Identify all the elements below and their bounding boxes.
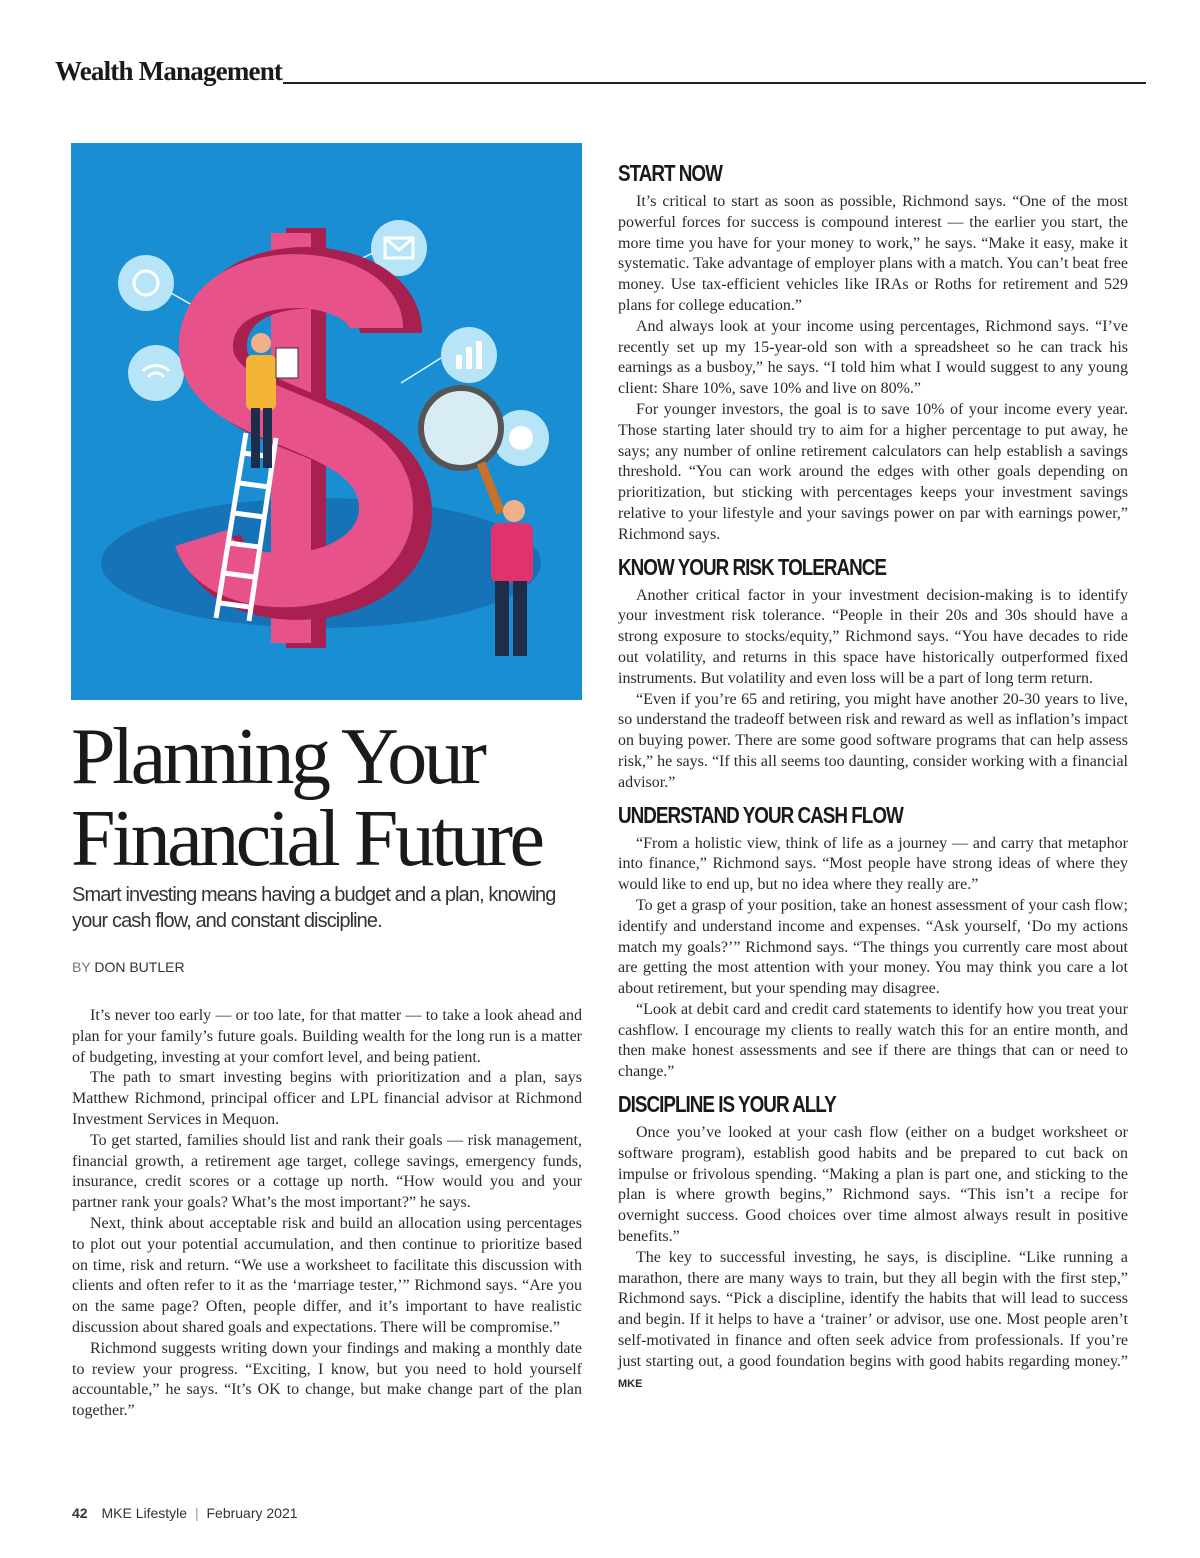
- body-paragraph: For younger investors, the goal is to save 10% of your income every year. Those starting later should try to aim for a higher percentage to put away, he says; any number of online retirement calculators can help establish a savings threshold. “You can work around the edges with other goals depending on prioritization, but sticking with percentages keeps your investment savings relative to your lifestyle and your savings power on par with earnings power,” Richmond says.: [618, 400, 1128, 543]
- intro-paragraph: The path to smart investing begins with prioritization and a plan, says Matthew Richmond, principal officer and LPL financial advisor at Richmond Investment Services in Mequon.: [72, 1069, 582, 1128]
- subheading-risk-tolerance: KNOW YOUR RISK TOLERANCE: [618, 553, 887, 580]
- title-line-1: Planning Your: [71, 713, 484, 801]
- intro-paragraph: Next, think about acceptable risk and build an allocation using percentages to plot out your potential accumulation, and then continue to prioritize based on time, risk and return. “We use a worksheet to facilitate this discussion with clients and often refer to it as the ‘marriage tester,’” Richmond says. “Are you on the same page? Often, people differ, and it’s important to have realistic discussion about shared goals and expectations. There will be compromise.”: [72, 1214, 582, 1336]
- subheading-start-now: START NOW: [618, 160, 722, 186]
- dollar-illustration: [71, 143, 582, 700]
- body-paragraph: “Even if you’re 65 and retiring, you might have another 20-30 years to live, so understand the tradeoff between risk and reward as well as inflation’s impact on buying power. There are some good software programs that can help assess risk,” he says. “If this all seems too daunting, consider working with a financial advisor.”: [618, 690, 1128, 791]
- intro-paragraph: To get started, families should list and rank their goals — risk management, financial growth, a retirement age target, college savings, emergency funds, insurance, credit scores or a cottage up north. “How would you and your partner rank your goals? What’s the most important?” he says.: [72, 1131, 582, 1212]
- chat-icon: [118, 255, 174, 311]
- dollar-sign-icon: [201, 228, 401, 648]
- body-paragraph: Once you’ve looked at your cash flow (either on a budget worksheet or software program), establish good habits and be prepared to cut back on impulse or frivolous spending. “Making a plan is part one, and sticking to the plan is where growth begins,” Richmond says. “This isn’t a recipe for overnight success. Good choices over time almost always result in positive benefits.”: [618, 1124, 1128, 1246]
- body-paragraph: To get a grasp of your position, take an honest assessment of your cash flow; identify and understand income and expenses. “Ask yourself, ‘Do my actions match my goals?’” Richmond says. “The things you currently care most about are getting the most attention with your money. You may think you care a lot about retirement, but your spending may disagree.: [618, 896, 1128, 998]
- body-paragraph: [618, 1248, 1128, 1395]
- body-paragraph: “Look at debit card and credit card statements to identify how you treat your cashflow. I encourage my clients to really watch this for an entire month, and then make honest assessments and see if there are things that can or need to change.”: [618, 1000, 1128, 1081]
- article-deck: Smart investing means having a budget and a plan, knowing your cash flow, and constant discipline.: [72, 884, 556, 932]
- wifi-icon: [128, 345, 184, 401]
- intro-paragraph: Richmond suggests writing down your findings and making a monthly date to review your progress. “Exciting, I know, but you need to hold yourself accountable,” he says. “It’s OK to change, but make change part of the plan together.”: [72, 1339, 582, 1420]
- subheading-cash-flow: UNDERSTAND YOUR CASH FLOW: [618, 801, 903, 828]
- byline-prefix: BY: [72, 959, 91, 975]
- article-illustration: [71, 143, 582, 700]
- body-paragraph: It’s critical to start as soon as possible, Richmond says. “One of the most powerful forces for success is compound interest — the earlier you start, the more time you have for your money to work,” he says. “Make it easy, make it systematic. Take advantage of employer plans with a match. You can’t beat free money. Use tax-efficient vehicles like IRAs or Roths for retirement and 529 plans for college education.”: [618, 193, 1128, 314]
- intro-paragraph: It’s never too early — or too late, for that matter — to take a look ahead and plan for your family’s future goals. Building wealth for the long run is a matter of budgeting, investing at your comfort level, and being patient.: [72, 1007, 582, 1066]
- issue-date: February 2021: [206, 1505, 298, 1521]
- bar-chart-icon: [441, 327, 497, 383]
- publication-name: MKE Lifestyle: [101, 1505, 188, 1521]
- page-footer: [72, 1505, 298, 1521]
- subheading-discipline: DISCIPLINE IS YOUR ALLY: [618, 1091, 836, 1118]
- page-number: 42: [72, 1505, 88, 1521]
- signoff-mark: MKE: [618, 1377, 643, 1390]
- byline: [72, 959, 185, 975]
- body-paragraph: “From a holistic view, think of life as a journey — and carry that metaphor into finance,” Richmond says. “Most people have strong ideas of where they would like to end up, but no idea where they really are.”: [618, 834, 1128, 894]
- intro-column: [72, 1006, 582, 1422]
- body-paragraph: Another critical factor in your investment decision-making is to identify your investment risk tolerance. “People in their 20s and 30s should have a strong exposure to stocks/equity,” Richmond says. “You have decades to ride out volatility, and returns in this space have historically outperformed fixed instruments. But volatility and even loss will be a part of long term return.: [618, 586, 1128, 687]
- section-label: Wealth Management: [55, 56, 283, 86]
- title-line-2: Financial Future: [71, 795, 542, 883]
- byline-author: DON BUTLER: [94, 959, 185, 975]
- footer-separator: |: [194, 1505, 199, 1521]
- section-rule: [283, 82, 1146, 84]
- body-column: [618, 158, 1128, 1394]
- article-title: [71, 713, 611, 883]
- body-paragraph: And always look at your income using percentages, Richmond says. “I’ve recently set up my 15-year-old son with a spreadsheet so he can track his earnings as a busboy,” he says. “I told him what I would suggest to any young client: Share 10%, save 10% and live on 80%.”: [618, 317, 1128, 398]
- final-paragraph-text: The key to successful investing, he says, is discipline. “Like running a marathon, there are many ways to train, but they all begin with the first step,” Richmond says. “Pick a discipline, identify the habits that will lead to success and begin. If it helps to have a ‘trainer’ or advisor, use one. Most people aren’t self-motivated in finance and often seek advice from professionals. If you’re just starting out, a good foundation begins with good habits regarding money.”: [618, 1248, 1128, 1370]
